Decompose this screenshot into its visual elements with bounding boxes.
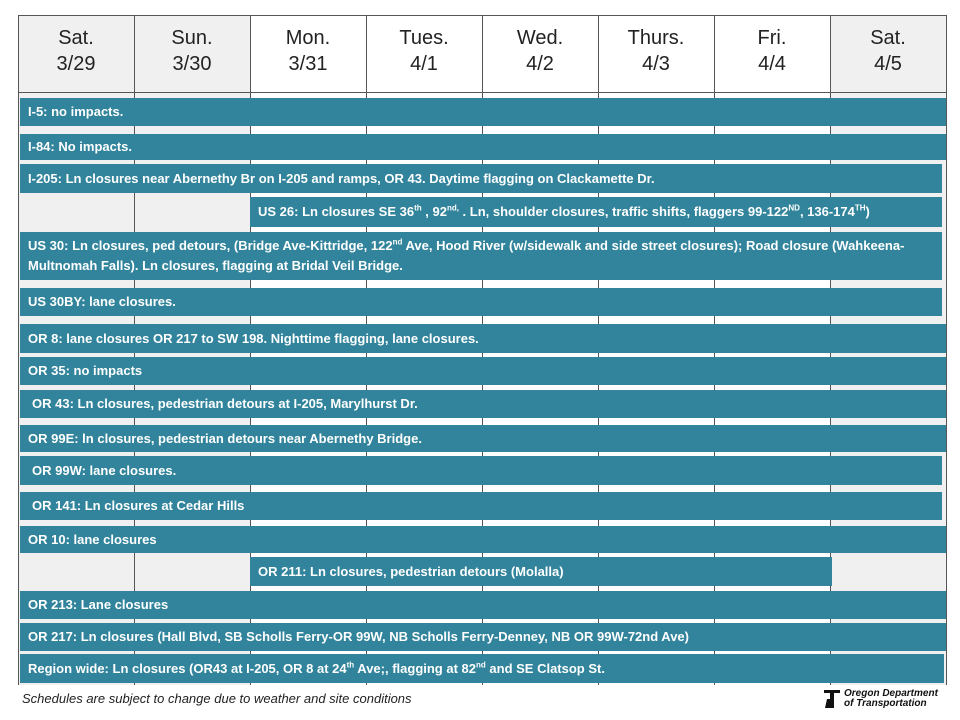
odot-logo-icon: [823, 689, 841, 709]
text-segment: OR 211: Ln closures, pedestrian detours (Molalla): [258, 563, 564, 579]
impact-text: [32, 496, 244, 516]
day-date: 4/1: [410, 53, 438, 75]
logo-line1: Oregon Department: [844, 688, 938, 699]
impact-bar: [20, 98, 946, 126]
impact-text: [28, 530, 157, 550]
impact-bar: [20, 654, 944, 683]
impact-text: [28, 429, 422, 449]
impact-text: [32, 394, 418, 414]
impact-text: [28, 137, 132, 157]
impact-bar: [250, 557, 832, 586]
impact-bar: [20, 164, 942, 193]
impact-bar: [20, 232, 942, 280]
superscript: nd: [476, 660, 486, 670]
impact-bar: [20, 492, 942, 520]
day-date: 4/3: [642, 53, 670, 75]
impact-bar: [20, 456, 942, 485]
text-segment: I-205: Ln closures near Abernethy Br on I-205 and ramps, OR 43. Daytime flagging on Clackamette Dr.: [28, 170, 655, 186]
superscript: nd: [392, 237, 403, 247]
day-name: Wed.: [516, 27, 564, 49]
superscript: nd,: [446, 203, 459, 213]
impact-bar: [20, 324, 946, 353]
superscript: th: [414, 203, 422, 213]
impact-text: [32, 461, 176, 481]
impact-bar: [20, 591, 946, 619]
text-segment: , 92: [421, 204, 447, 219]
impact-text: [28, 361, 142, 381]
impact-bar: [20, 288, 942, 316]
text-segment: OR 99E: ln closures, pedestrian detours near Abernethy Bridge.: [28, 430, 422, 446]
footer-note: Schedules are subject to change due to weather and site conditions: [22, 691, 412, 706]
day-date: 3/30: [172, 53, 212, 75]
impact-text: [28, 329, 479, 349]
impact-text: [28, 659, 605, 679]
day-name: Sun.: [171, 27, 213, 49]
text-segment: US 26: Ln closures SE 36: [258, 204, 415, 219]
impact-text: [28, 595, 168, 615]
text-segment: US 30BY: lane closures.: [28, 294, 176, 309]
superscript: th: [346, 660, 355, 670]
text-segment: US 30: Ln closures, ped detours, (Bridge Ave-Kittridge, 122: [28, 238, 393, 253]
superscript: TH: [854, 203, 866, 213]
text-segment: Region wide: Ln closures (OR43 at I-205, OR 8 at 24: [28, 660, 347, 676]
logo-line2: of Transportation: [844, 698, 927, 709]
text-segment: Ave, Hood River (w/sidewalk and side street closures); Road closure (Wahkeena-Multnomah Falls). Ln closures, flagging at Bridal Veil Bridge.: [28, 238, 905, 273]
impact-text: [28, 102, 123, 122]
text-segment: . Ln, shoulder closures, traffic shifts, flaggers 99-122: [458, 204, 789, 219]
text-segment: OR 43: Ln closures, pedestrian detours at I-205, Marylhurst Dr.: [32, 396, 418, 411]
odot-logo: [823, 689, 938, 709]
impact-bar: [20, 425, 946, 452]
impact-bar: [250, 197, 942, 227]
day-date: 3/31: [288, 53, 328, 75]
text-segment: OR 213: Lane closures: [28, 597, 169, 612]
impact-text: [28, 292, 176, 312]
impact-bar: [20, 390, 946, 418]
text-segment: I-84: No impacts.: [28, 139, 133, 154]
day-name: Sat.: [870, 27, 906, 49]
impact-bar: [20, 526, 946, 553]
day-date: 3/29: [56, 53, 96, 75]
text-segment: OR 141: Ln closures at Cedar Hills: [32, 498, 245, 513]
text-segment: OR 35: no impacts: [28, 363, 143, 378]
day-date: 4/5: [874, 53, 902, 75]
day-date: 4/2: [526, 53, 554, 75]
day-date: 4/4: [758, 53, 786, 75]
text-segment: ): [865, 204, 870, 219]
day-name: Fri.: [757, 27, 787, 49]
text-segment: OR 99W: lane closures.: [32, 462, 177, 478]
day-name: Thurs.: [627, 27, 685, 49]
text-segment: Ave;, flagging at 82: [354, 660, 476, 676]
impact-text: [258, 562, 564, 582]
superscript: ND: [788, 203, 800, 213]
text-segment: , 136-174: [799, 204, 855, 219]
impact-bar: [20, 134, 946, 160]
impact-bar: [20, 357, 946, 385]
text-segment: OR 217: Ln closures (Hall Blvd, SB Scholls Ferry-OR 99W, NB Scholls Ferry-Denney, NB OR 99W-72nd Ave): [28, 629, 689, 644]
impact-text: [28, 627, 689, 647]
text-segment: OR 8: lane closures OR 217 to SW 198. Nighttime flagging, lane closures.: [28, 330, 479, 346]
impact-text: [28, 169, 655, 189]
text-segment: OR 10: lane closures: [28, 531, 157, 547]
day-name: Tues.: [399, 27, 449, 49]
impact-text: [258, 202, 870, 222]
impact-text: [28, 236, 934, 276]
day-name: Mon.: [285, 27, 331, 49]
header-border: [18, 15, 947, 93]
text-segment: and SE Clatsop St.: [485, 660, 605, 676]
grid-border: [946, 15, 947, 685]
impact-bar: [20, 623, 946, 651]
day-name: Sat.: [58, 27, 94, 49]
text-segment: I-5: no impacts.: [28, 104, 124, 119]
